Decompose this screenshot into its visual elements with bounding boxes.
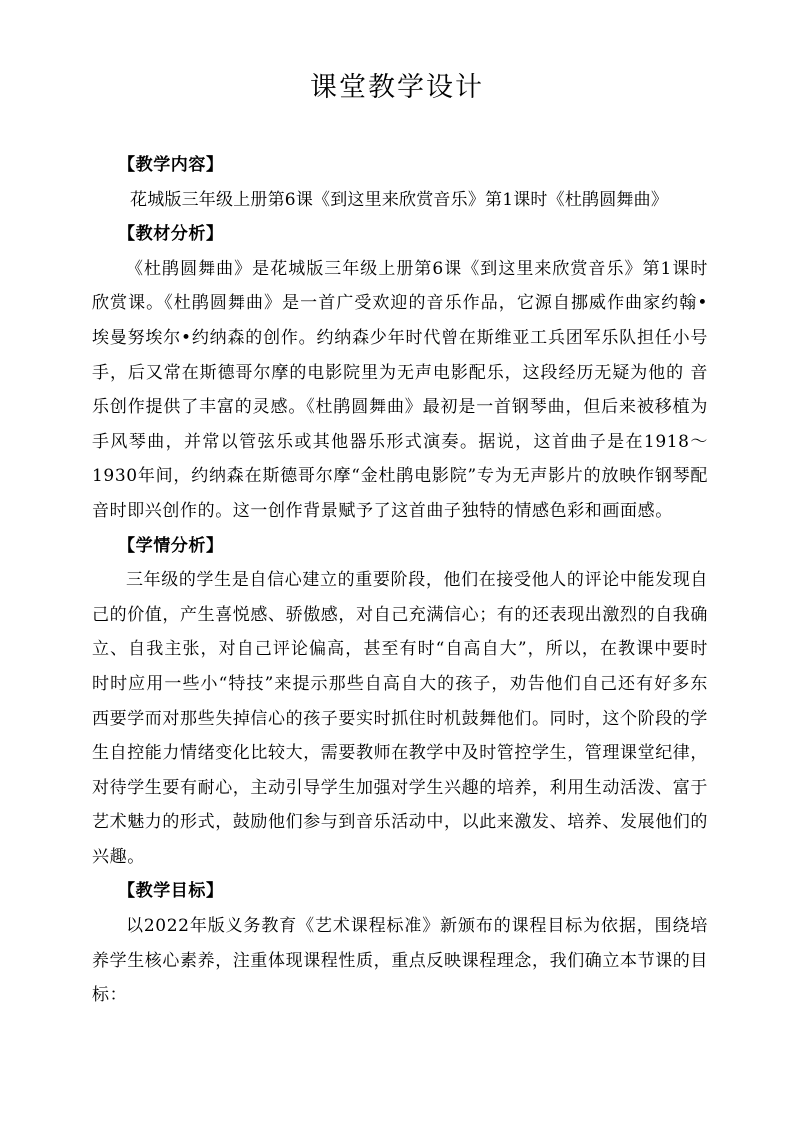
document-body: [92, 148, 708, 1013]
section-text-material-analysis: 《杜鹃圆舞曲》是花城版三年级上册第6课《到这里来欣赏音乐》第1课时欣赏课。《杜鹃圆舞曲》是一首广受欢迎的音乐作品，它源自挪威作曲家约翰•埃曼努埃尔•约纳森的创作。约纳森少年时代曾在斯维亚工兵团军乐队担任小号手，后又常在斯德哥尔摩的电影院里为无声电影配乐，这段经历无疑为他的 音乐创作提供了丰富的灵感。《杜鹃圆舞曲》最初是一首钢琴曲，但后来被移植为手风琴曲，并常以管弦乐或其他器乐形式演奏。据说，这首曲子是在1918～1930年间，约纳森在斯德哥尔摩“金杜鹃电影院”专为无声影片的放映作钢琴配音时即兴创作的。这一创作背景赋予了这首曲子独特的情感色彩和画面感。: [92, 258, 708, 521]
section-text-teaching-goals: 以2022年版义务教育《艺术课程标准》新颁布的课程目标为依据，围绕培养学生核心素养，注重体现课程性质，重点反映课程理念，我们确立本节课的目标：: [92, 916, 708, 1006]
section-heading-teaching-goals: 【教学目标】: [118, 881, 224, 902]
document-title: 课堂教学设计: [310, 72, 484, 103]
section-heading-student-analysis: 【学情分析】: [118, 535, 224, 556]
section-text-student-analysis: 三年级的学生是自信心建立的重要阶段，他们在接受他人的评论中能发现自己的价值，产生喜悦感、骄傲感，对自己充满信心；有的还表现出激烈的自我确立、自我主张，对自己评论偏高，甚至有时“自高自大”，所以，在教课中要时时时应用一些小“特技”来提示那些自高自大的孩子，劝告他们自己还有好多东西要学而对那些失掉信心的孩子要实时抓住时机鼓舞他们。同时，这个阶段的学生自控能力情绪变化比较大，需要教师在教学中及时管控学生，管理课堂纪律，对待学生要有耐心，主动引导学生加强对学生兴趣的培养，利用生动活泼、富于艺术魅力的形式，鼓励他们参与到音乐活动中，以此来激发、培养、发展他们的兴趣。: [92, 570, 708, 867]
section-heading-material-analysis: 【教材分析】: [118, 224, 224, 245]
section-heading-teaching-content: 【教学内容】: [118, 155, 224, 175]
section-text-teaching-content: 花城版三年级上册第6课《到这里来欣赏音乐》第1课时《杜鹃圆舞曲》: [130, 189, 669, 210]
